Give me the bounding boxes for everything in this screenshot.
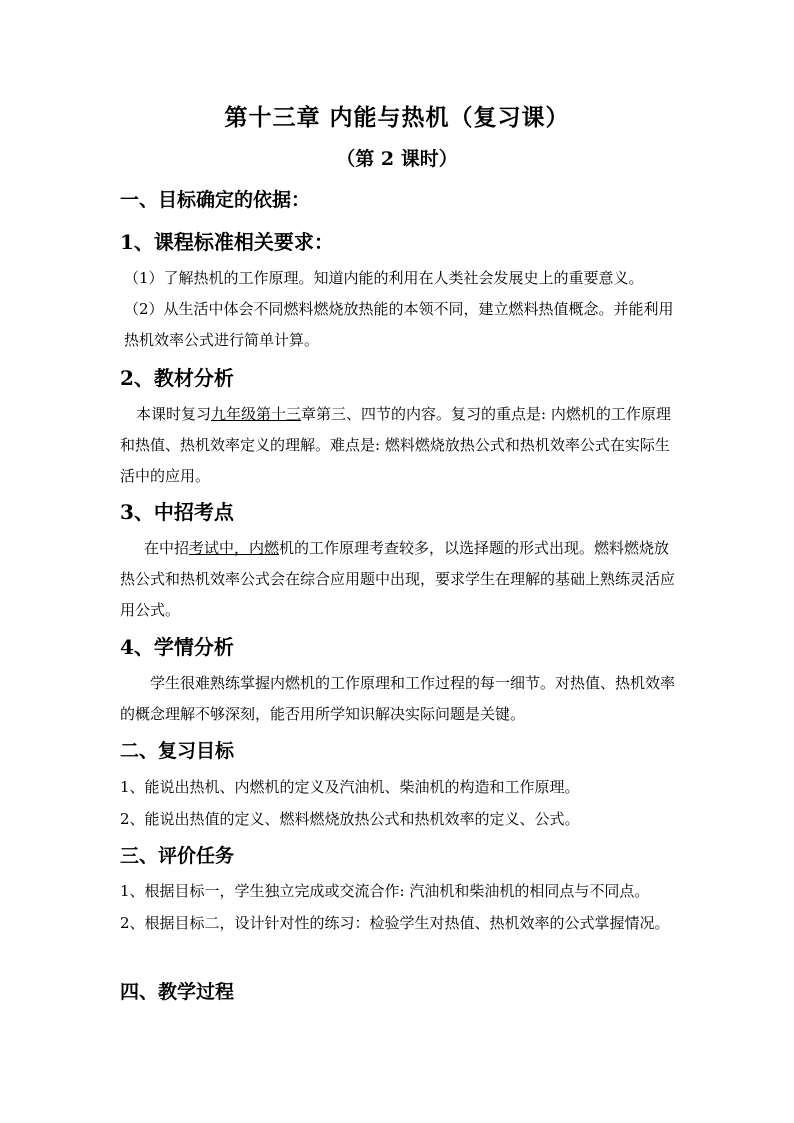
evaluation-task-2: 2、根据目标二，设计针对性的练习：检验学生对热值、热机效率的公式掌握情况。 bbox=[120, 914, 670, 932]
section-2-heading: 二、复习目标 bbox=[120, 740, 235, 762]
standard-item-2: （2）从生活中体会不同燃料燃烧放热能的本领不同，建立燃料热值概念。并能利用热机效率公式进行简单计算。 bbox=[124, 300, 674, 349]
exam-points-text-b: 机的工作原理考查较多，以选择题的形式出现。燃料燃烧放热公式和热机效率公式会在综合应用题中出现，要求学生在理解的基础上熟练灵活应用公式。 bbox=[120, 539, 676, 619]
document-subtitle: （第 2 课时） bbox=[336, 148, 458, 170]
standard-item-1: （1）了解热机的工作原理。知道内能的利用在人类社会发展史上的重要意义。 bbox=[124, 269, 644, 287]
section-1-heading: 一、目标确定的依据： bbox=[120, 189, 311, 211]
textbook-analysis-underlined: 九年级第十三 bbox=[211, 405, 302, 423]
exam-points-underlined: 考试中，内燃 bbox=[189, 539, 280, 557]
subsection-4-heading: 4、学情分析 bbox=[120, 635, 234, 659]
review-goal-2: 2、能说出热值的定义、燃料燃烧放热公式和热机效率的定义、公式。 bbox=[120, 810, 580, 828]
exam-points-paragraph bbox=[120, 533, 676, 626]
textbook-analysis-text-a: 本课时复习 bbox=[136, 405, 212, 423]
section-3-heading: 三、评价任务 bbox=[120, 845, 235, 867]
section-4-heading: 四、教学过程 bbox=[120, 981, 235, 1003]
evaluation-task-1: 1、根据目标一，学生独立完成或交流合作: 汽油机和柴油机的相同点与不同点。 bbox=[120, 882, 650, 900]
document-title: 第十三章 内能与热机（复习课） bbox=[224, 104, 570, 131]
student-analysis-paragraph: 学生很难熟练掌握内燃机的工作原理和工作过程的每一细节。对热值、热机效率的概念理解不够深刻，能否用所学知识解决实际问题是关键。 bbox=[120, 674, 676, 723]
subsection-1-heading: 1、课程标准相关要求： bbox=[120, 230, 334, 254]
review-goal-1: 1、能说出热机、内燃机的定义及汽油机、柴油机的构造和工作原理。 bbox=[120, 778, 580, 796]
textbook-analysis-text-b: 章第三、四节的内容。复习的重点是: 内燃机的工作原理和热值、热机效率定义的理解。难点是: 燃料燃烧放热公式和热机效率公式在实际生活中的应用。 bbox=[120, 405, 671, 485]
subsection-2-heading: 2、教材分析 bbox=[120, 366, 234, 390]
textbook-analysis-paragraph bbox=[120, 399, 676, 492]
subsection-3-heading: 3、中招考点 bbox=[120, 500, 234, 524]
exam-points-text-a: 在中招 bbox=[144, 539, 190, 557]
